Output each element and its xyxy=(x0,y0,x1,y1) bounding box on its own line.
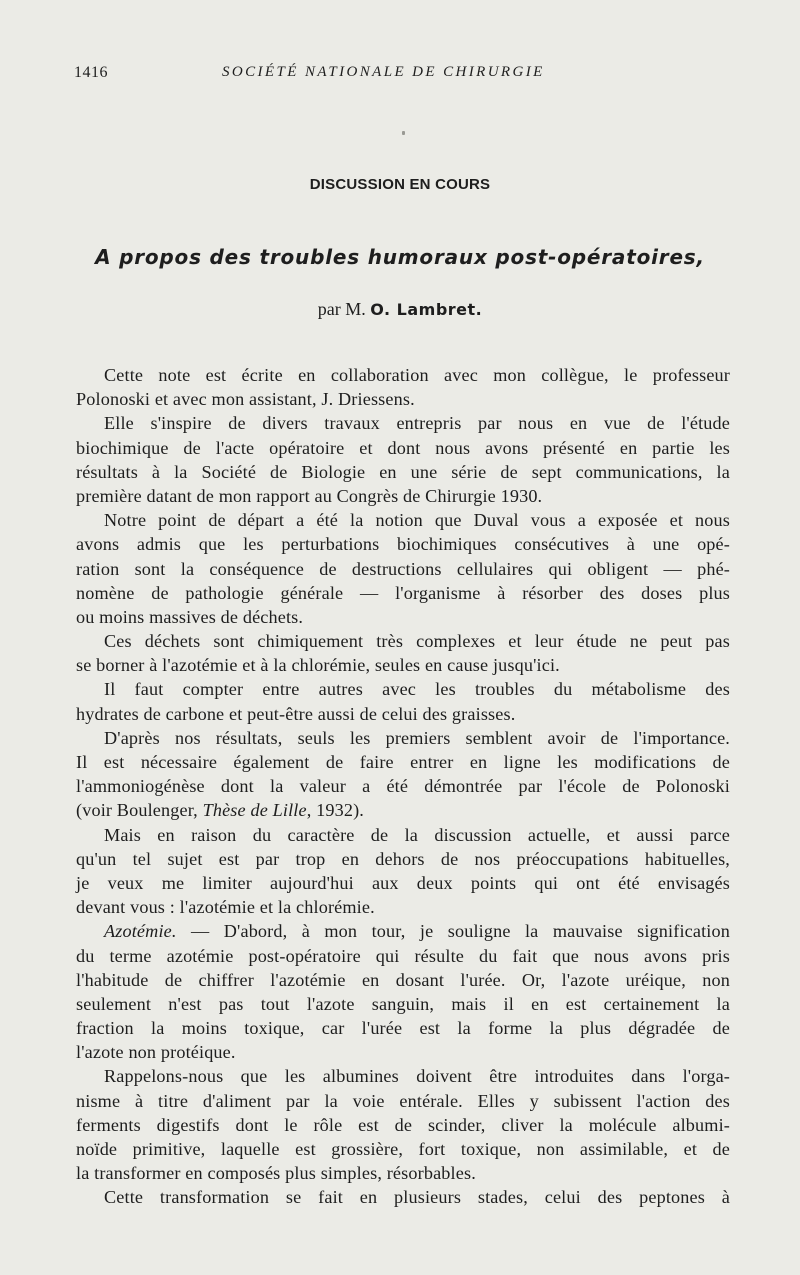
ink-speck xyxy=(402,131,405,135)
subsection-label: Azotémie. xyxy=(104,921,177,942)
text-line: fraction la moins toxique, car l'urée est la forme la plus dégradée de xyxy=(76,1018,730,1039)
text-line: ou moins massives de déchets. xyxy=(76,606,304,627)
text-line xyxy=(76,798,730,822)
article-body xyxy=(76,363,730,1210)
byline xyxy=(0,299,800,320)
text-line: Cette transformation se fait en plusieurs stades, celui des peptones à xyxy=(104,1187,730,1208)
page-number: 1416 xyxy=(74,64,108,81)
text-line: ferments digestifs dont le rôle est de scinder, cliver la molécule albumi- xyxy=(76,1114,730,1135)
text-line: l'habitude de chiffrer l'azotémie en dosant l'urée. Or, l'azote uréique, non xyxy=(76,969,730,990)
text-line: Il faut compter entre autres avec les troubles du métabolisme des xyxy=(104,679,730,700)
text-line: Notre point de départ a été la notion que Duval vous a exposée et nous xyxy=(104,510,730,531)
text-line: Ces déchets sont chimiquement très complexes et leur étude ne peut pas xyxy=(104,631,730,652)
text-line xyxy=(76,919,730,943)
byline-prefix: par M. xyxy=(317,299,366,319)
text-line: l'ammoniogénèse dont la valeur a été démontrée par l'école de Polonoski xyxy=(76,776,730,797)
text-line: avons admis que les perturbations biochimiques consécutives à une opé- xyxy=(76,534,730,555)
section-heading: DISCUSSION EN COURS xyxy=(309,176,491,193)
text-line: devant vous : l'azotémie et la chlorémie. xyxy=(76,897,375,918)
text-line: l'azote non protéique. xyxy=(76,1042,236,1063)
text-line: seulement n'est pas tout l'azote sanguin, mais il en est certainement la xyxy=(76,993,730,1014)
text-line: biochimique de l'acte opératoire et dont nous avons présenté en partie les xyxy=(76,437,730,458)
text-line: résultats à la Société de Biologie en une série de sept communications, la xyxy=(76,461,730,482)
text-line: je veux me limiter aujourd'hui aux deux points qui ont été envisagés xyxy=(76,872,730,893)
text-line: la transformer en composés plus simples, résorbables. xyxy=(76,1163,476,1184)
text-line: Mais en raison du caractère de la discussion actuelle, et aussi parce xyxy=(104,824,730,845)
text-line: hydrates de carbone et peut-être aussi de celui des graisses. xyxy=(76,703,516,724)
text-line: Polonoski et avec mon assistant, J. Driessens. xyxy=(76,389,415,410)
text-line: noïde primitive, laquelle est grossière, fort toxique, non assimilable, et de xyxy=(76,1139,730,1159)
citation-title: Thèse de Lille xyxy=(202,800,307,821)
text-line: qu'un tel sujet est par trop en dehors de nos préoccupations habituelles, xyxy=(76,848,730,869)
page-header xyxy=(0,62,800,86)
text-line: se borner à l'azotémie et à la chlorémie, seules en cause jusqu'ici. xyxy=(76,655,560,676)
text-line: Cette note est écrite en collaboration avec mon collègue, le professeur xyxy=(104,365,730,385)
text-line: première datant de mon rapport au Congrès de Chirurgie 1930. xyxy=(76,485,543,506)
citation-prefix: (voir Boulenger, xyxy=(76,800,203,821)
author-name: O. Lambret. xyxy=(370,300,483,319)
text-line: D'après nos résultats, seuls les premiers semblent avoir de l'importance. xyxy=(104,727,730,748)
text-line: du terme azotémie post-opératoire qui résulte du fait que nous avons pris xyxy=(76,945,730,966)
text-line: Il est nécessaire également de faire entrer en ligne les modifications de xyxy=(76,752,730,772)
running-title: SOCIÉTÉ NATIONALE DE CHIRURGIE xyxy=(222,64,545,80)
article-title: A propos des troubles humoraux post-opératoires, xyxy=(95,245,705,269)
text-line: nomène de pathologie générale — l'organisme à résorber des doses plus xyxy=(76,582,730,603)
text-line: Rappelons-nous que les albumines doivent être introduites dans l'orga- xyxy=(104,1066,730,1087)
text-line: Elle s'inspire de divers travaux entrepris par nous en vue de l'étude xyxy=(104,413,730,434)
citation-suffix: , 1932). xyxy=(306,800,364,821)
text-line: nisme à titre d'aliment par la voie entérale. Elles y subissent l'action des xyxy=(76,1090,730,1111)
text-line: ration sont la conséquence de destructions cellulaires qui obligent — phé- xyxy=(76,558,730,579)
subsection-text: — D'abord, à mon tour, je souligne la mauvaise signification xyxy=(176,921,730,942)
